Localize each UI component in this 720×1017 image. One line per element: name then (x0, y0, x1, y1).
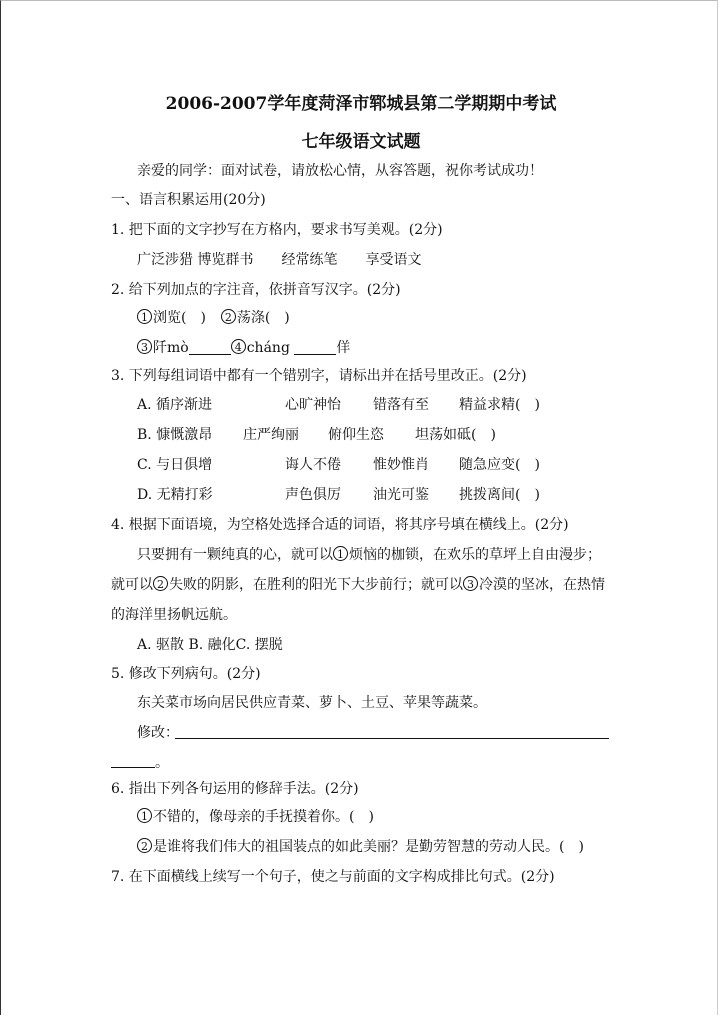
greeting: 亲爱的同学：面对试卷，请放松心情，从容答题，祝你考试成功！ (137, 163, 543, 179)
option-row (137, 395, 212, 415)
word: 庄严绚丽 (243, 427, 299, 443)
word: 错落有至 (373, 397, 429, 413)
word: 坦荡如砥( ) (415, 427, 496, 443)
circle-number: 3 (137, 339, 152, 354)
text: 烦恼的枷锁，在欢乐的草坪上自由漫步； (349, 547, 601, 563)
q2-item-4-pinyin: cháng (246, 340, 290, 356)
word: D. 无精打彩 (137, 487, 213, 503)
word: 声色俱厉 (285, 487, 341, 503)
answer-blank[interactable] (189, 340, 231, 355)
question-4-para-line-2 (111, 575, 605, 595)
text: 是谁将我们伟大的祖国装点的如此美丽？是勤劳智慧的劳动人民。( ) (153, 839, 584, 855)
question-5-label: 修改： (137, 725, 179, 741)
circle-number: 4 (231, 339, 246, 354)
question-1-text: 广泛涉猎 博览群书 经常练笔 享受语文 (137, 252, 422, 268)
word: 油光可鉴 (373, 487, 429, 503)
question-4-para-line-1 (137, 545, 601, 565)
circle-number: 1 (137, 808, 152, 823)
word: 惟妙惟肖 (373, 457, 429, 473)
question-1-title: 1. 把下面的文字抄写在方格内，要求书写美观。(2分) (111, 222, 443, 238)
q2-item-4-char: 佯 (336, 340, 351, 356)
option-row (137, 485, 213, 505)
word: B. 慷慨激昂 (137, 427, 213, 443)
word: A. 循序渐进 (137, 397, 213, 413)
question-4-para-line-3: 的海洋里扬帆远航。 (111, 607, 237, 623)
q2-item-1: 浏览( ) (153, 310, 206, 326)
circle-number: 1 (333, 546, 348, 561)
section-heading: 一、语言积累运用(20分) (111, 192, 266, 208)
question-4-title: 4. 根据下面语境，为空格处选择合适的词语，将其序号填在横线上。(2分) (111, 517, 569, 533)
word: 诲人不倦 (285, 457, 341, 473)
word: 随急应变( ) (459, 457, 540, 473)
question-7-title: 7. 在下面横线上续写一个句子，使之与前面的文字构成排比句式。(2分) (111, 869, 555, 885)
word: 挑拨离间( ) (459, 487, 540, 503)
option-row (137, 455, 212, 475)
question-6-title: 6. 指出下列各句运用的修辞手法。(2分) (111, 781, 359, 797)
question-5-title: 5. 修改下列病句。(2分) (111, 666, 261, 682)
question-5-sentence: 东关菜市场向居民供应青菜、萝卜、土豆、苹果等蔬菜。 (137, 695, 487, 711)
question-6-sentence-1 (137, 807, 374, 827)
question-2-line-2 (137, 338, 350, 358)
q2-item-3: 阡mò (153, 340, 189, 356)
question-2-title: 2. 给下列加点的字注音，依拼音写汉字。(2分) (111, 282, 401, 298)
circle-number: 3 (463, 576, 478, 591)
answer-line[interactable] (175, 738, 609, 739)
exam-title: 2006-2007学年度菏泽市郓城县第二学期期中考试 (165, 94, 557, 114)
text: 只要拥有一颗纯真的心，就可以 (137, 547, 333, 563)
exam-subtitle: 七年级语文试题 (301, 132, 421, 152)
text: 就可以 (111, 577, 153, 593)
option-row (137, 425, 212, 445)
question-6-sentence-2 (137, 837, 584, 857)
question-4-options: A. 驱散 B. 融化C. 摆脱 (137, 637, 283, 653)
text: 失败的阴影，在胜利的阳光下大步前行；就可以 (169, 577, 463, 593)
text: 不错的，像母亲的手抚摸着你。( ) (153, 809, 374, 825)
word: 心旷神怡 (285, 397, 341, 413)
word: 精益求精( ) (459, 397, 540, 413)
circle-number: 1 (137, 309, 152, 324)
question-3-title: 3. 下列每组词语中都有一个错别字，请标出并在括号里改正。(2分) (111, 368, 527, 384)
word: C. 与日俱增 (137, 457, 213, 473)
answer-blank[interactable] (294, 340, 336, 355)
question-2-line-1 (137, 308, 290, 328)
circle-number: 2 (137, 838, 152, 853)
circle-number: 2 (221, 309, 236, 324)
text: 冷漠的坚冰，在热情 (479, 577, 605, 593)
circle-number: 2 (153, 576, 168, 591)
word: 俯仰生恣 (328, 427, 384, 443)
question-5-end: 。 (155, 755, 169, 771)
answer-line[interactable] (111, 767, 155, 768)
q2-item-2: 荡涤( ) (236, 310, 290, 326)
